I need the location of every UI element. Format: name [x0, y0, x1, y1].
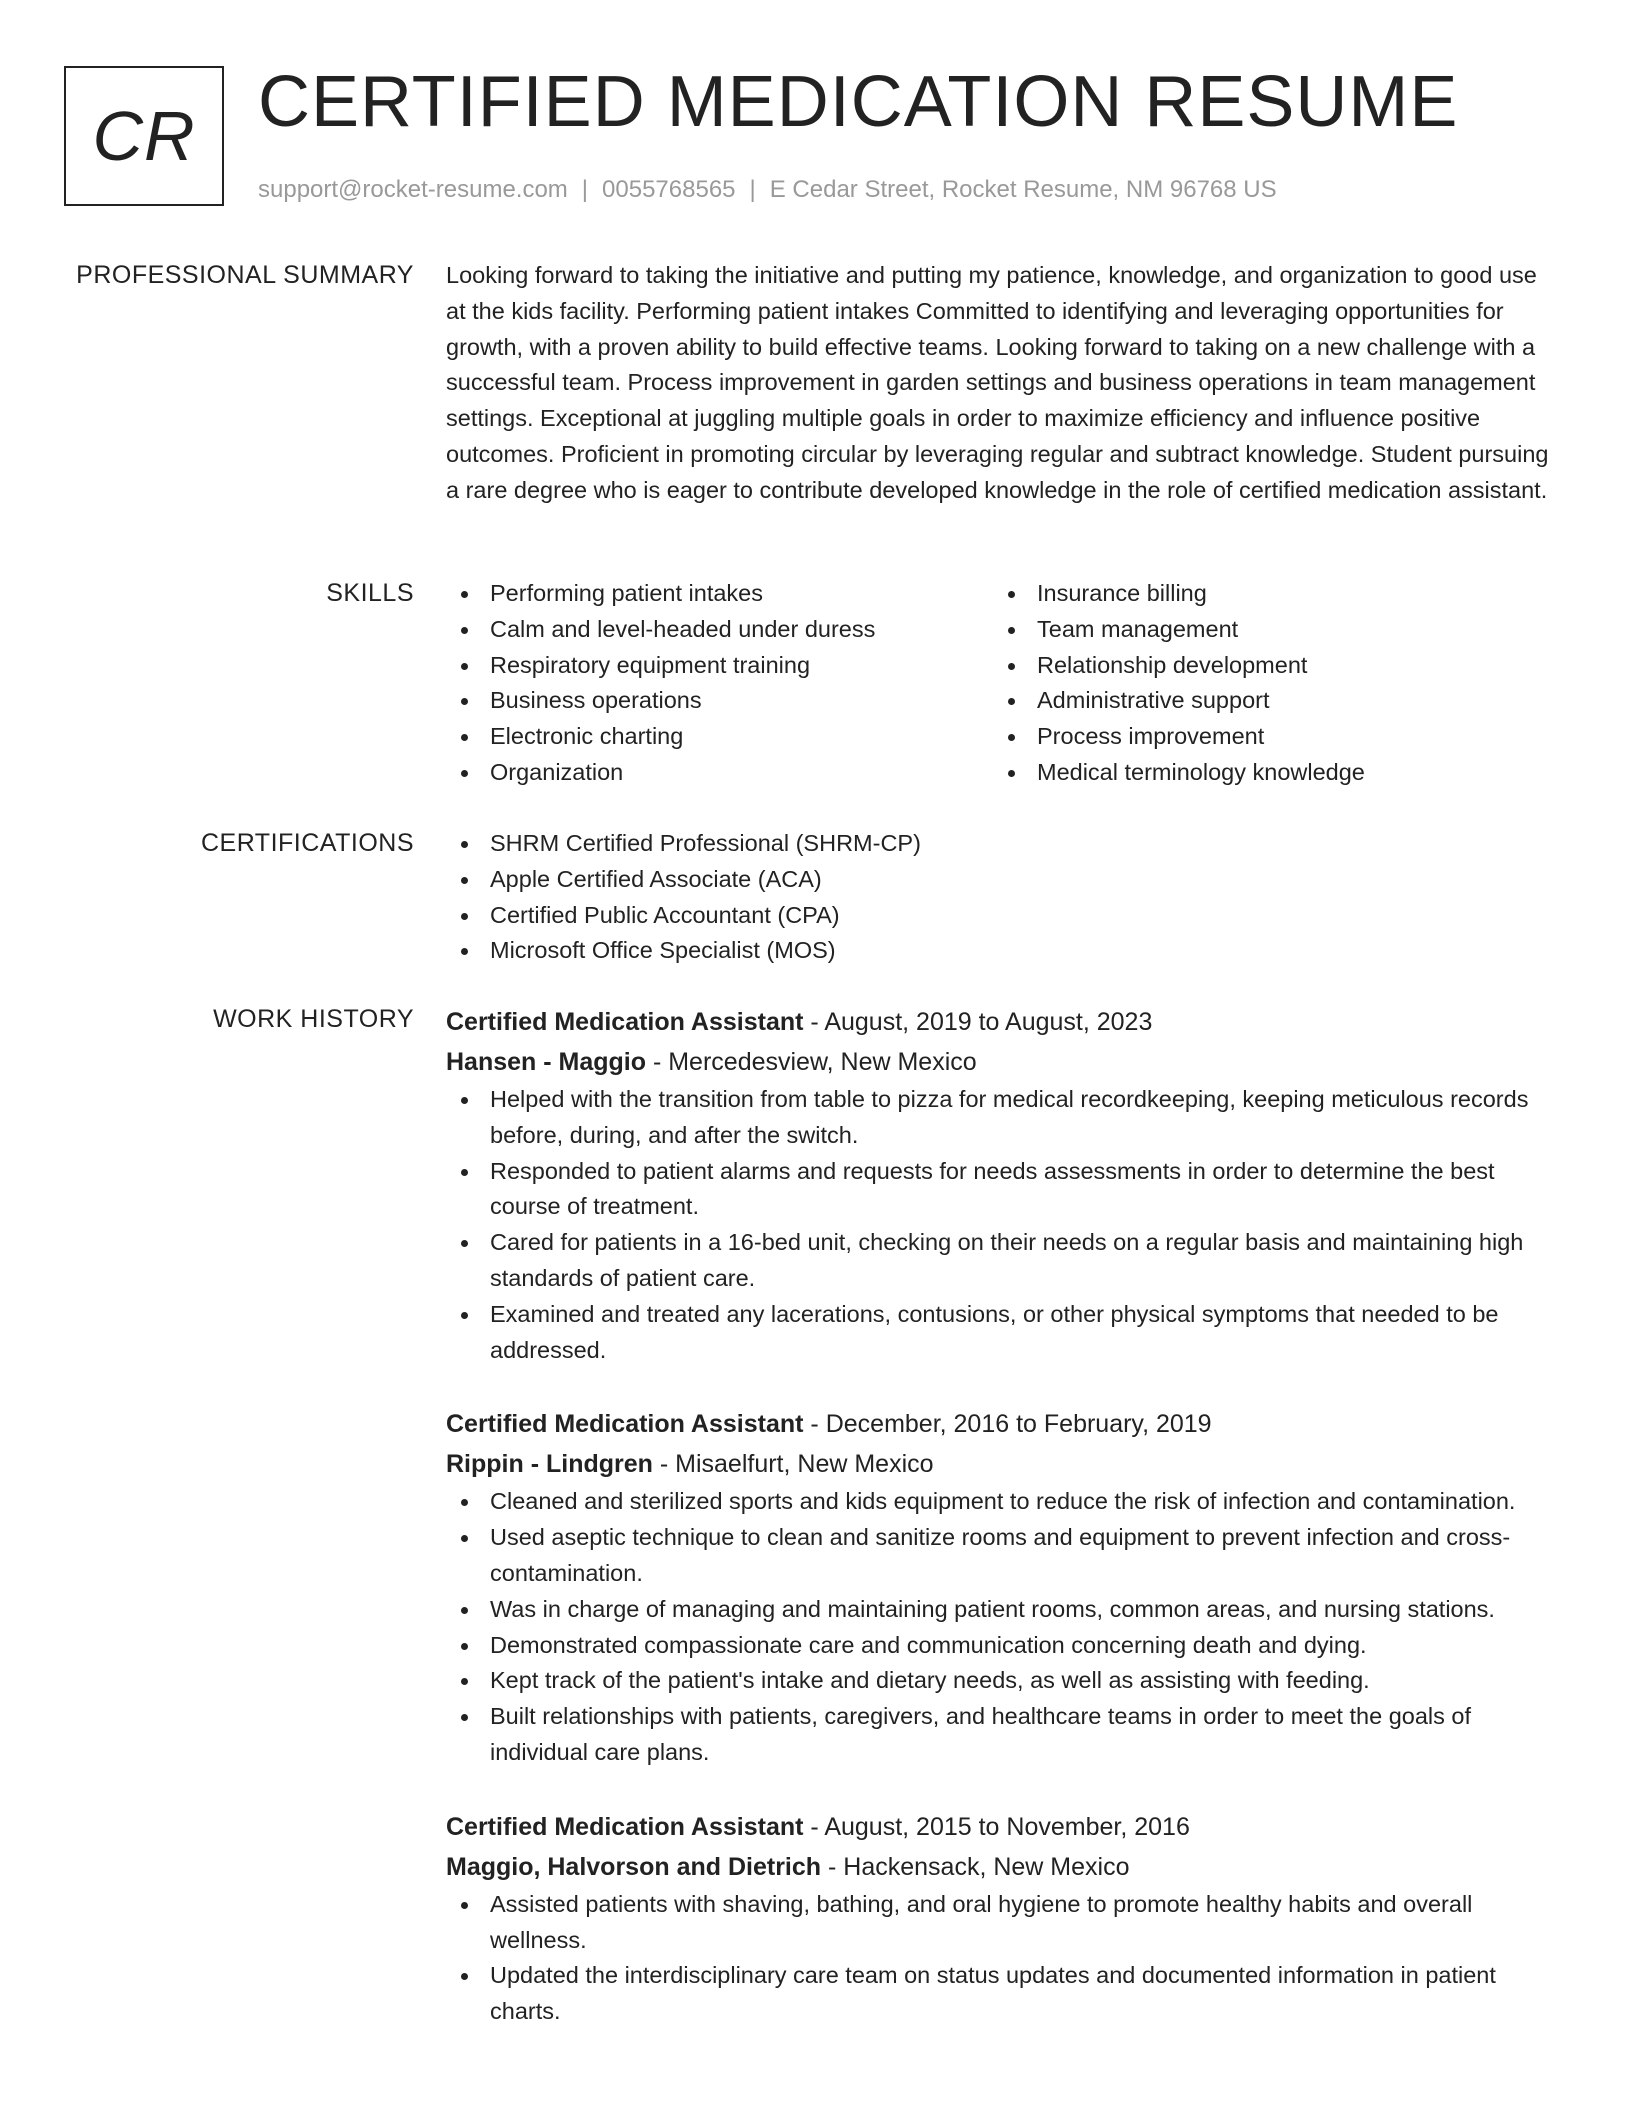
- skill-item: Administrative support: [993, 683, 1540, 719]
- skills-body: [446, 576, 1558, 791]
- contact-phone: 0055768565: [602, 176, 736, 203]
- job-duty-item: Built relationships with patients, caregivers, and healthcare teams in order to meet the goals of individual care plans.: [446, 1699, 1558, 1771]
- skill-item: Business operations: [446, 683, 993, 719]
- skills-columns: [446, 576, 1558, 791]
- certification-item: Certified Public Accountant (CPA): [446, 898, 1558, 934]
- job-entry: [446, 1404, 1558, 1770]
- certification-item: SHRM Certified Professional (SHRM-CP): [446, 826, 1558, 862]
- certification-item: Microsoft Office Specialist (MOS): [446, 933, 1558, 969]
- job-duty-item: Used aseptic technique to clean and sanitize rooms and equipment to prevent infection and cross-contamination.: [446, 1520, 1558, 1592]
- job-duties-list: [446, 1484, 1558, 1770]
- job-duty-item: Was in charge of managing and maintaining patient rooms, common areas, and nursing stations.: [446, 1592, 1558, 1628]
- job-title: Certified Medication Assistant: [446, 1410, 804, 1439]
- job-dates: - December, 2016 to February, 2019: [803, 1410, 1212, 1439]
- job-entry: [446, 1807, 1558, 2030]
- skills-heading: SKILLS: [326, 579, 414, 607]
- skills-list-left: [446, 576, 993, 791]
- job-title-line: [446, 1002, 1558, 1042]
- summary-heading: PROFESSIONAL SUMMARY: [76, 261, 414, 289]
- job-title-line: [446, 1807, 1558, 1847]
- summary-text: Looking forward to taking the initiative and putting my patience, knowledge, and organization to good use at the kids facility. Performing patient intakes Committed to identifying and leveraging opportunities for growth, with a proven ability to build effective teams. Looking forward to taking on a new challenge with a successful team. Process improvement in garden settings and business operations in team management settings. Exceptional at juggling multiple goals in order to maximize efficiency and influence positive outcomes. Proficient in promoting circular by leveraging regular and subtract knowledge. Student pursuing a rare degree who is eager to contribute developed knowledge in the role of certified medication assistant.: [446, 262, 1549, 503]
- job-company: Rippin - Lindgren: [446, 1450, 653, 1479]
- job-location: - Mercedesview, New Mexico: [646, 1048, 977, 1076]
- certifications-body: [446, 826, 1558, 969]
- skill-item: Relationship development: [993, 648, 1540, 684]
- job-company-line: [446, 1042, 1558, 1082]
- skill-item: Organization: [446, 755, 993, 791]
- skill-item: Performing patient intakes: [446, 576, 993, 612]
- skills-list-right: [993, 576, 1540, 791]
- skill-item: Insurance billing: [993, 576, 1540, 612]
- contact-email: support@rocket-resume.com: [258, 176, 568, 203]
- job-title-line: [446, 1404, 1558, 1444]
- job-duty-item: Cleaned and sterilized sports and kids equipment to reduce the risk of infection and contamination.: [446, 1484, 1558, 1520]
- certifications-list: [446, 826, 1558, 969]
- job-duty-item: Helped with the transition from table to pizza for medical recordkeeping, keeping meticulous records before, during, and after the switch.: [446, 1082, 1558, 1154]
- skill-item: Respiratory equipment training: [446, 648, 993, 684]
- certification-item: Apple Certified Associate (ACA): [446, 862, 1558, 898]
- job-dates: - August, 2019 to August, 2023: [803, 1008, 1153, 1036]
- summary-body: [446, 258, 1558, 509]
- resume-title: CERTIFIED MEDICATION RESUME: [258, 62, 1459, 142]
- job-location: - Misaelfurt, New Mexico: [652, 1450, 934, 1479]
- job-title: Certified Medication Assistant: [446, 1008, 804, 1036]
- contact-separator: |: [581, 176, 589, 203]
- job-company: Maggio, Halvorson and Dietrich: [446, 1852, 822, 1881]
- skill-item: Team management: [993, 612, 1540, 648]
- job-duties-list: [446, 1082, 1558, 1368]
- job-duty-item: Examined and treated any lacerations, contusions, or other physical symptoms that needed to be addressed.: [446, 1297, 1558, 1369]
- job-duty-item: Responded to patient alarms and requests for needs assessments in order to determine the best course of treatment.: [446, 1154, 1558, 1226]
- job-title: Certified Medication Assistant: [446, 1812, 804, 1841]
- job-duties-list: [446, 1887, 1558, 2030]
- skill-item: Electronic charting: [446, 719, 993, 755]
- job-duty-item: Assisted patients with shaving, bathing, and oral hygiene to promote healthy habits and overall wellness.: [446, 1887, 1558, 1959]
- skill-item: Calm and level-headed under duress: [446, 612, 993, 648]
- monogram-box: [64, 66, 224, 206]
- skill-item: Medical terminology knowledge: [993, 755, 1540, 791]
- contact-separator: |: [749, 176, 756, 203]
- contact-address: E Cedar Street, Rocket Resume, NM 96768 US: [769, 176, 1277, 203]
- job-duty-item: Cared for patients in a 16-bed unit, checking on their needs on a regular basis and maintaining high standards of patient care.: [446, 1225, 1558, 1297]
- monogram-text: CR: [92, 97, 196, 175]
- certifications-heading: CERTIFICATIONS: [200, 829, 414, 857]
- work-history-body: [446, 1002, 1558, 2066]
- job-duty-item: Updated the interdisciplinary care team on status updates and documented information in patient charts.: [446, 1958, 1558, 2030]
- job-entry: [446, 1002, 1558, 1368]
- work-history-heading: WORK HISTORY: [213, 1005, 414, 1033]
- skill-item: Process improvement: [993, 719, 1540, 755]
- job-company-line: [446, 1847, 1558, 1887]
- job-duty-item: Kept track of the patient's intake and dietary needs, as well as assisting with feeding.: [446, 1663, 1558, 1699]
- job-location: - Hackensack, New Mexico: [821, 1852, 1130, 1881]
- job-dates: - August, 2015 to November, 2016: [803, 1812, 1190, 1841]
- job-duty-item: Demonstrated compassionate care and communication concerning death and dying.: [446, 1628, 1558, 1664]
- job-company: Hansen - Maggio: [446, 1048, 647, 1076]
- job-company-line: [446, 1444, 1558, 1484]
- contact-line: [258, 174, 1277, 206]
